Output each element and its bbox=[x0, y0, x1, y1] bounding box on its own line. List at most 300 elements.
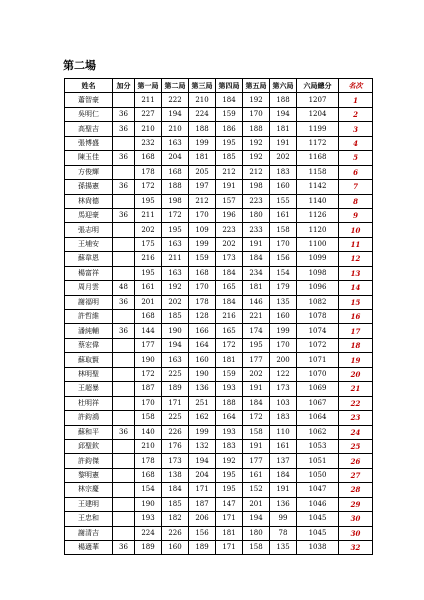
game-1: 187 bbox=[135, 382, 162, 396]
bonus bbox=[113, 310, 135, 324]
header-rank: 名次 bbox=[339, 79, 373, 93]
game-1: 172 bbox=[135, 367, 162, 381]
game-6: 194 bbox=[270, 107, 297, 121]
rank: 30 bbox=[339, 512, 373, 526]
game-1: 190 bbox=[135, 497, 162, 511]
game-5: 172 bbox=[243, 411, 270, 425]
game-1: 232 bbox=[135, 136, 162, 150]
game-3: 171 bbox=[189, 483, 216, 497]
table-row bbox=[65, 541, 373, 555]
game-2: 204 bbox=[162, 151, 189, 165]
game-2: 171 bbox=[162, 396, 189, 410]
game-6: 200 bbox=[270, 353, 297, 367]
page-title: 第二場 bbox=[63, 59, 96, 72]
rank: 27 bbox=[339, 468, 373, 482]
game-2: 182 bbox=[162, 512, 189, 526]
game-1: 193 bbox=[135, 512, 162, 526]
bonus bbox=[113, 396, 135, 410]
game-1: 178 bbox=[135, 454, 162, 468]
game-6: 155 bbox=[270, 194, 297, 208]
table-row bbox=[65, 454, 373, 468]
game-6: 179 bbox=[270, 281, 297, 295]
game-2: 163 bbox=[162, 266, 189, 280]
game-2: 185 bbox=[162, 497, 189, 511]
player-name: 林尙德 bbox=[65, 194, 113, 208]
player-name: 黎明憲 bbox=[65, 468, 113, 482]
total: 1204 bbox=[297, 107, 339, 121]
game-1: 210 bbox=[135, 122, 162, 136]
game-6: 122 bbox=[270, 367, 297, 381]
total: 1072 bbox=[297, 338, 339, 352]
game-4: 196 bbox=[216, 208, 243, 222]
player-name: 王超暴 bbox=[65, 382, 113, 396]
rank: 21 bbox=[339, 382, 373, 396]
game-1: 161 bbox=[135, 281, 162, 295]
game-6: 160 bbox=[270, 310, 297, 324]
game-1: 177 bbox=[135, 338, 162, 352]
table-row bbox=[65, 411, 373, 425]
player-name: 謝福明 bbox=[65, 295, 113, 309]
rank: 18 bbox=[339, 338, 373, 352]
total: 1067 bbox=[297, 396, 339, 410]
total: 1099 bbox=[297, 252, 339, 266]
game-2: 222 bbox=[162, 93, 189, 107]
table-row bbox=[65, 382, 373, 396]
rank: 1 bbox=[339, 93, 373, 107]
player-name: 王忠和 bbox=[65, 512, 113, 526]
bonus bbox=[113, 367, 135, 381]
bonus bbox=[113, 252, 135, 266]
game-5: 191 bbox=[243, 237, 270, 251]
game-3: 210 bbox=[189, 93, 216, 107]
game-5: 212 bbox=[243, 165, 270, 179]
game-6: 181 bbox=[270, 122, 297, 136]
rank: 16 bbox=[339, 310, 373, 324]
rank: 5 bbox=[339, 151, 373, 165]
game-5: 177 bbox=[243, 454, 270, 468]
game-4: 159 bbox=[216, 107, 243, 121]
game-6: 191 bbox=[270, 483, 297, 497]
game-6: 158 bbox=[270, 223, 297, 237]
player-name: 張志明 bbox=[65, 223, 113, 237]
total: 1050 bbox=[297, 468, 339, 482]
player-name: 許哲維 bbox=[65, 310, 113, 324]
game-4: 216 bbox=[216, 310, 243, 324]
total: 1053 bbox=[297, 439, 339, 453]
player-name: 吳明仁 bbox=[65, 107, 113, 121]
game-5: 191 bbox=[243, 382, 270, 396]
game-6: 170 bbox=[270, 237, 297, 251]
rank: 32 bbox=[339, 541, 373, 555]
game-5: 152 bbox=[243, 483, 270, 497]
table-row bbox=[65, 468, 373, 482]
header-bonus: 加分 bbox=[113, 79, 135, 93]
game-5: 181 bbox=[243, 281, 270, 295]
bonus: 36 bbox=[113, 180, 135, 194]
rank: 13 bbox=[339, 266, 373, 280]
game-5: 233 bbox=[243, 223, 270, 237]
rank: 28 bbox=[339, 483, 373, 497]
game-5: 146 bbox=[243, 295, 270, 309]
player-name: 張博盛 bbox=[65, 136, 113, 150]
rank: 26 bbox=[339, 454, 373, 468]
rank: 14 bbox=[339, 281, 373, 295]
bonus: 36 bbox=[113, 541, 135, 555]
rank: 4 bbox=[339, 136, 373, 150]
game-3: 132 bbox=[189, 439, 216, 453]
game-5: 234 bbox=[243, 266, 270, 280]
total: 1046 bbox=[297, 497, 339, 511]
game-5: 188 bbox=[243, 122, 270, 136]
bonus bbox=[113, 411, 135, 425]
game-6: 135 bbox=[270, 295, 297, 309]
table-row bbox=[65, 136, 373, 150]
player-name: 蔡宏偉 bbox=[65, 338, 113, 352]
total: 1069 bbox=[297, 382, 339, 396]
rank: 3 bbox=[339, 122, 373, 136]
game-4: 184 bbox=[216, 93, 243, 107]
total: 1168 bbox=[297, 151, 339, 165]
rank: 19 bbox=[339, 353, 373, 367]
game-6: 183 bbox=[270, 165, 297, 179]
player-name: 周月雲 bbox=[65, 281, 113, 295]
player-name: 王埔安 bbox=[65, 237, 113, 251]
player-name: 蘇韋恩 bbox=[65, 252, 113, 266]
game-1: 216 bbox=[135, 252, 162, 266]
game-1: 210 bbox=[135, 439, 162, 453]
rank: 30 bbox=[339, 526, 373, 540]
table-row bbox=[65, 526, 373, 540]
table-row bbox=[65, 425, 373, 439]
player-name: 馬迎豪 bbox=[65, 208, 113, 222]
game-3: 199 bbox=[189, 136, 216, 150]
game-3: 187 bbox=[189, 497, 216, 511]
total: 1074 bbox=[297, 324, 339, 338]
game-2: 225 bbox=[162, 367, 189, 381]
game-5: 191 bbox=[243, 439, 270, 453]
game-6: 170 bbox=[270, 338, 297, 352]
player-name: 許鈞鴻 bbox=[65, 411, 113, 425]
player-name: 許鈞傑 bbox=[65, 454, 113, 468]
game-4: 157 bbox=[216, 194, 243, 208]
game-5: 195 bbox=[243, 338, 270, 352]
game-6: 156 bbox=[270, 252, 297, 266]
game-5: 201 bbox=[243, 497, 270, 511]
game-1: 211 bbox=[135, 93, 162, 107]
bonus: 36 bbox=[113, 107, 135, 121]
header-name: 姓名 bbox=[65, 79, 113, 93]
total: 1047 bbox=[297, 483, 339, 497]
game-1: 195 bbox=[135, 266, 162, 280]
total: 1140 bbox=[297, 194, 339, 208]
game-2: 192 bbox=[162, 281, 189, 295]
rank: 25 bbox=[339, 439, 373, 453]
bonus: 36 bbox=[113, 295, 135, 309]
game-1: 154 bbox=[135, 483, 162, 497]
game-4: 191 bbox=[216, 180, 243, 194]
game-6: 191 bbox=[270, 136, 297, 150]
bonus bbox=[113, 454, 135, 468]
game-4: 212 bbox=[216, 165, 243, 179]
game-3: 206 bbox=[189, 512, 216, 526]
game-1: 175 bbox=[135, 237, 162, 251]
game-1: 178 bbox=[135, 165, 162, 179]
table-row bbox=[65, 396, 373, 410]
game-1: 190 bbox=[135, 353, 162, 367]
total: 1071 bbox=[297, 353, 339, 367]
game-3: 170 bbox=[189, 208, 216, 222]
game-3: 168 bbox=[189, 266, 216, 280]
total: 1045 bbox=[297, 512, 339, 526]
bonus: 36 bbox=[113, 208, 135, 222]
game-1: 140 bbox=[135, 425, 162, 439]
game-4: 183 bbox=[216, 439, 243, 453]
game-2: 138 bbox=[162, 468, 189, 482]
game-3: 189 bbox=[189, 541, 216, 555]
rank: 22 bbox=[339, 396, 373, 410]
game-3: 212 bbox=[189, 194, 216, 208]
game-1: 168 bbox=[135, 310, 162, 324]
game-2: 176 bbox=[162, 439, 189, 453]
player-name: 方俊輝 bbox=[65, 165, 113, 179]
game-2: 202 bbox=[162, 295, 189, 309]
game-1: 227 bbox=[135, 107, 162, 121]
bonus bbox=[113, 237, 135, 251]
game-6: 199 bbox=[270, 324, 297, 338]
game-3: 136 bbox=[189, 382, 216, 396]
game-3: 194 bbox=[189, 454, 216, 468]
game-6: 99 bbox=[270, 512, 297, 526]
game-2: 172 bbox=[162, 208, 189, 222]
game-5: 158 bbox=[243, 541, 270, 555]
game-3: 199 bbox=[189, 425, 216, 439]
game-4: 188 bbox=[216, 396, 243, 410]
game-6: 137 bbox=[270, 454, 297, 468]
total: 1120 bbox=[297, 223, 339, 237]
game-6: 184 bbox=[270, 468, 297, 482]
table-row bbox=[65, 281, 373, 295]
table-row bbox=[65, 194, 373, 208]
total: 1158 bbox=[297, 165, 339, 179]
player-name: 林宗慶 bbox=[65, 483, 113, 497]
game-5: 202 bbox=[243, 367, 270, 381]
table-body bbox=[65, 93, 373, 555]
game-5: 192 bbox=[243, 151, 270, 165]
table-row bbox=[65, 353, 373, 367]
game-1: 224 bbox=[135, 526, 162, 540]
game-2: 163 bbox=[162, 237, 189, 251]
game-4: 195 bbox=[216, 136, 243, 150]
table-row bbox=[65, 512, 373, 526]
game-6: 136 bbox=[270, 497, 297, 511]
total: 1051 bbox=[297, 454, 339, 468]
game-3: 160 bbox=[189, 353, 216, 367]
game-2: 210 bbox=[162, 122, 189, 136]
total: 1064 bbox=[297, 411, 339, 425]
game-6: 103 bbox=[270, 396, 297, 410]
bonus bbox=[113, 526, 135, 540]
game-3: 178 bbox=[189, 295, 216, 309]
game-4: 186 bbox=[216, 122, 243, 136]
bonus: 36 bbox=[113, 122, 135, 136]
table-row bbox=[65, 180, 373, 194]
player-name: 楊富祥 bbox=[65, 266, 113, 280]
game-1: 195 bbox=[135, 194, 162, 208]
game-4: 193 bbox=[216, 382, 243, 396]
game-4: 195 bbox=[216, 468, 243, 482]
total: 1062 bbox=[297, 425, 339, 439]
game-4: 192 bbox=[216, 454, 243, 468]
game-5: 177 bbox=[243, 353, 270, 367]
table-row bbox=[65, 223, 373, 237]
game-5: 170 bbox=[243, 107, 270, 121]
game-4: 185 bbox=[216, 151, 243, 165]
table-row bbox=[65, 122, 373, 136]
total: 1100 bbox=[297, 237, 339, 251]
game-3: 181 bbox=[189, 151, 216, 165]
table-row bbox=[65, 439, 373, 453]
rank: 11 bbox=[339, 237, 373, 251]
game-1: 158 bbox=[135, 411, 162, 425]
table-row bbox=[65, 151, 373, 165]
rank: 12 bbox=[339, 252, 373, 266]
rank: 2 bbox=[339, 107, 373, 121]
game-5: 184 bbox=[243, 252, 270, 266]
header-game-1: 第一局 bbox=[135, 79, 162, 93]
game-5: 174 bbox=[243, 324, 270, 338]
game-1: 144 bbox=[135, 324, 162, 338]
total: 1078 bbox=[297, 310, 339, 324]
game-3: 166 bbox=[189, 324, 216, 338]
total: 1207 bbox=[297, 93, 339, 107]
rank: 9 bbox=[339, 208, 373, 222]
total: 1199 bbox=[297, 122, 339, 136]
game-3: 197 bbox=[189, 180, 216, 194]
game-5: 223 bbox=[243, 194, 270, 208]
total: 1082 bbox=[297, 295, 339, 309]
table-row bbox=[65, 237, 373, 251]
game-2: 168 bbox=[162, 165, 189, 179]
bonus bbox=[113, 136, 135, 150]
rank: 20 bbox=[339, 367, 373, 381]
game-2: 194 bbox=[162, 338, 189, 352]
game-5: 198 bbox=[243, 180, 270, 194]
game-3: 190 bbox=[189, 367, 216, 381]
game-6: 173 bbox=[270, 382, 297, 396]
player-name: 邱聖欽 bbox=[65, 439, 113, 453]
game-4: 171 bbox=[216, 541, 243, 555]
game-4: 223 bbox=[216, 223, 243, 237]
game-1: 201 bbox=[135, 295, 162, 309]
game-4: 181 bbox=[216, 526, 243, 540]
total: 1126 bbox=[297, 208, 339, 222]
bonus bbox=[113, 93, 135, 107]
game-6: 135 bbox=[270, 541, 297, 555]
bonus: 36 bbox=[113, 324, 135, 338]
table-row bbox=[65, 497, 373, 511]
table-row bbox=[65, 338, 373, 352]
game-5: 180 bbox=[243, 208, 270, 222]
bonus bbox=[113, 165, 135, 179]
game-5: 184 bbox=[243, 396, 270, 410]
header-game-5: 第五局 bbox=[243, 79, 270, 93]
player-name: 蘇和平 bbox=[65, 425, 113, 439]
game-3: 204 bbox=[189, 468, 216, 482]
game-1: 202 bbox=[135, 223, 162, 237]
header-game-3: 第三局 bbox=[189, 79, 216, 93]
game-2: 195 bbox=[162, 223, 189, 237]
game-5: 221 bbox=[243, 310, 270, 324]
game-3: 199 bbox=[189, 237, 216, 251]
game-2: 184 bbox=[162, 483, 189, 497]
player-name: 楊適華 bbox=[65, 541, 113, 555]
game-3: 205 bbox=[189, 165, 216, 179]
table-row bbox=[65, 165, 373, 179]
header-total: 六局總分 bbox=[297, 79, 339, 93]
game-1: 170 bbox=[135, 396, 162, 410]
game-5: 192 bbox=[243, 136, 270, 150]
game-4: 173 bbox=[216, 252, 243, 266]
game-3: 128 bbox=[189, 310, 216, 324]
game-3: 156 bbox=[189, 526, 216, 540]
bonus bbox=[113, 439, 135, 453]
game-3: 164 bbox=[189, 338, 216, 352]
bonus bbox=[113, 483, 135, 497]
table-row bbox=[65, 310, 373, 324]
table-row bbox=[65, 266, 373, 280]
game-3: 251 bbox=[189, 396, 216, 410]
table-row bbox=[65, 208, 373, 222]
game-3: 170 bbox=[189, 281, 216, 295]
game-2: 163 bbox=[162, 136, 189, 150]
game-4: 159 bbox=[216, 367, 243, 381]
bonus: 48 bbox=[113, 281, 135, 295]
game-2: 189 bbox=[162, 382, 189, 396]
game-6: 161 bbox=[270, 439, 297, 453]
game-1: 211 bbox=[135, 208, 162, 222]
game-4: 164 bbox=[216, 411, 243, 425]
game-4: 193 bbox=[216, 425, 243, 439]
game-3: 162 bbox=[189, 411, 216, 425]
bonus bbox=[113, 266, 135, 280]
bonus bbox=[113, 223, 135, 237]
game-1: 168 bbox=[135, 468, 162, 482]
table-row bbox=[65, 367, 373, 381]
game-6: 183 bbox=[270, 411, 297, 425]
game-2: 190 bbox=[162, 324, 189, 338]
rank: 10 bbox=[339, 223, 373, 237]
player-name: 林明聖 bbox=[65, 367, 113, 381]
rank: 17 bbox=[339, 324, 373, 338]
header-game-4: 第四局 bbox=[216, 79, 243, 93]
table-row bbox=[65, 107, 373, 121]
game-6: 202 bbox=[270, 151, 297, 165]
game-6: 160 bbox=[270, 180, 297, 194]
total: 1096 bbox=[297, 281, 339, 295]
game-6: 78 bbox=[270, 526, 297, 540]
game-5: 161 bbox=[243, 468, 270, 482]
player-name: 杜明祥 bbox=[65, 396, 113, 410]
header-game-6: 第六局 bbox=[270, 79, 297, 93]
game-2: 173 bbox=[162, 454, 189, 468]
player-name: 陳玉佳 bbox=[65, 151, 113, 165]
game-6: 110 bbox=[270, 425, 297, 439]
game-4: 165 bbox=[216, 281, 243, 295]
rank: 29 bbox=[339, 497, 373, 511]
game-2: 160 bbox=[162, 541, 189, 555]
rank: 8 bbox=[339, 194, 373, 208]
bonus: 36 bbox=[113, 425, 135, 439]
